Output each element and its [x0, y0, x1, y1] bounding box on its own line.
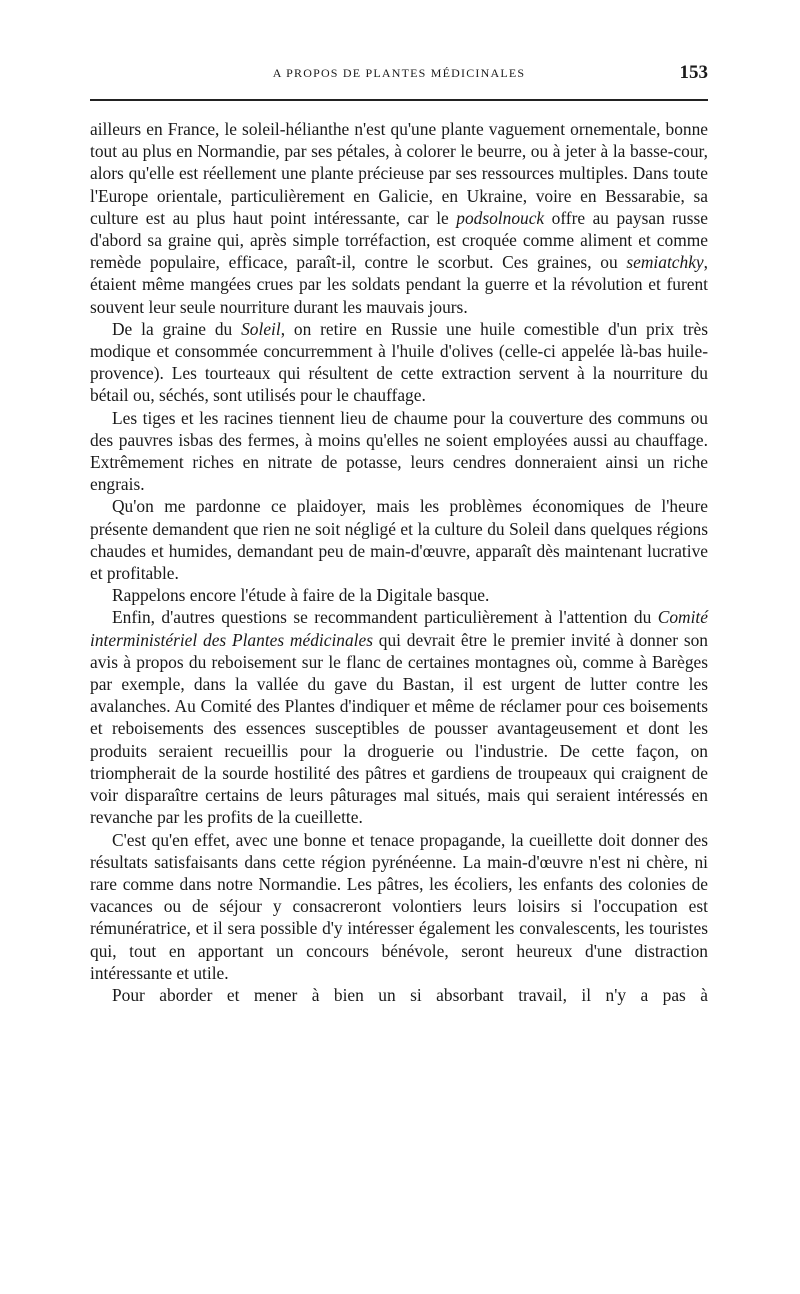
page-header	[90, 62, 708, 90]
italic-term: Comité interministériel des Plantes médicinales	[90, 607, 708, 650]
paragraph	[90, 318, 708, 407]
text-segment: Les tiges et les racines tiennent lieu de chaume pour la couverture des communs ou des pauvres isbas des fermes, à moins qu'elles ne soient employées aussi au chauffage. Extrêmement riches en nitrate de potasse, leurs cendres donneraient ainsi un riche engrais.	[90, 407, 708, 495]
paragraph	[90, 606, 708, 828]
paragraph	[90, 407, 708, 496]
paragraph	[90, 984, 708, 1006]
text-segment: C'est qu'en effet, avec une bonne et tenace propagande, la cueillette doit donner des résultats satisfaisants dans cette région pyrénéenne. La main-d'œuvre n'est ni chère, ni rare comme dans notre Normandie. Les pâtres, les écoliers, les enfants des colonies de vacances ou de séjour y consacreront volontiers leurs loisirs si l'occupation est rémunératrice, et il sera possible d'y intéresser également les convalescents, les touristes qui, tout en apportant un concours bénévole, seront heureux d'une distraction intéressante et utile.	[90, 829, 708, 983]
text-segment: Rappelons encore l'étude à faire de la Digitale basque.	[112, 585, 490, 606]
paragraph	[90, 495, 708, 584]
text-segment: Qu'on me pardonne ce plaidoyer, mais les problèmes économiques de l'heure présente demandent que rien ne soit négligé et la culture du Soleil dans quelques régions chaudes et humides, demandant peu de main-d'œuvre, apparaît dès maintenant lucrative et profitable.	[90, 496, 708, 584]
text-segment: qui devrait être le premier invité à donner son avis à propos du reboisement sur le flanc de certaines montagnes où, comme à Barèges par exemple, dans la vallée du gave du Bastan, il est urgent de lutter contre les avalanches. Au Comité des Plantes d'indiquer et même de réclamer pour ces boisements et reboisements des essences susceptibles de pousser avantageusement et dont les produits seraient recueillis pour la droguerie ou l'industrie. De cette façon, on triompherait de la sourde hostilité des pâtres et gardiens de troupeaux qui craignent de voir disparaître certains de leurs pâturages mal situés, mais qui seraient intéressés en revanche par les profits de la cueillette.	[90, 629, 709, 828]
italic-term: Soleil	[241, 318, 281, 339]
italic-term: semiatchky	[626, 252, 704, 273]
text-segment: Pour aborder et mener à bien un si absorbant travail, il n'y a pas à	[112, 984, 708, 1005]
page-number: 153	[679, 62, 708, 83]
body-text	[90, 118, 708, 1006]
text-segment: ailleurs en France, le soleil-hélianthe n'est qu'une plante vaguement ornementale, bonne tout au plus en Normandie, par ses pétales, à colorer le beurre, ou à jeter à la basse-cour, alors qu'elle est réellement une plante précieuse par ses ressources multiples. Dans toute l'Europe orientale, particulièrement en Galicie, en Ukraine, voire en Bessarabie, sa culture est au plus haut point intéressante, car le	[90, 119, 708, 228]
text-segment: offre au paysan russe d'abord sa graine qui, après simple torréfaction, est croquée comme aliment et comme remède populaire, efficace, paraît-il, contre le scorbut. Ces graines, ou	[90, 207, 709, 273]
italic-term: podsolnouck	[456, 207, 545, 228]
text-segment: , on retire en Russie une huile comestible d'un prix très modique et consommée concurremment à l'huile d'olives (celle-ci appelée là-bas huile-provence). Les tourteaux qui résultent de cette extraction servent à la nourriture du bétail ou, séchés, sont utilisés pour le chauffage.	[90, 318, 709, 406]
text-segment: De la graine du	[112, 318, 242, 339]
paragraph	[90, 829, 708, 984]
header-rule	[90, 99, 708, 101]
paragraph	[90, 584, 708, 606]
text-segment: Enfin, d'autres questions se recommandent particulièrement à l'attention du	[112, 607, 658, 628]
paragraph	[90, 118, 708, 318]
running-title: A PROPOS DE PLANTES MÉDICINALES	[272, 66, 526, 80]
text-segment: , étaient même mangées crues par les soldats pendant la guerre et la révolution et furent souvent leur seule nourriture durant les mauvais jours.	[90, 252, 708, 317]
